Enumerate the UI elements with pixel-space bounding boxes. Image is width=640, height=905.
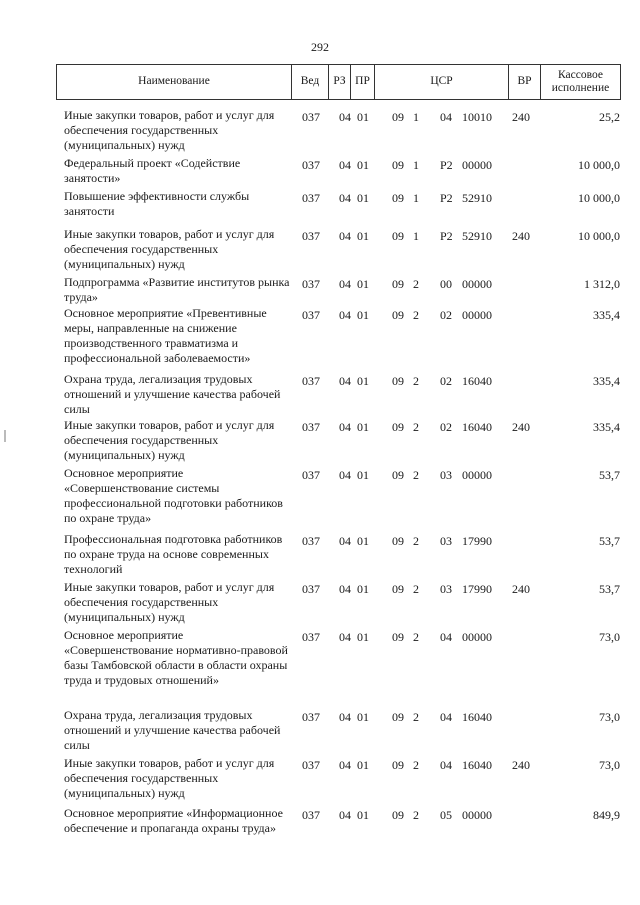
row-csr-subprogram: 2 — [413, 630, 419, 644]
row-csr-subprogram: 1 — [413, 191, 419, 205]
row-csr-direction: 00000 — [462, 808, 492, 822]
table-row — [0, 806, 640, 835]
row-rz: 04 — [339, 420, 351, 434]
column-header-pr: ПР — [351, 65, 375, 100]
table-row — [0, 108, 640, 152]
row-pr: 01 — [357, 277, 369, 291]
row-pr: 01 — [357, 710, 369, 724]
row-amount: 335,4 — [593, 420, 620, 434]
row-pr: 01 — [357, 630, 369, 644]
row-amount: 10 000,0 — [578, 158, 620, 172]
row-name: Основное мероприятие «Информационное обеспечение и пропаганда охраны труда» — [64, 806, 283, 835]
row-rz: 04 — [339, 374, 351, 388]
row-amount: 73,0 — [599, 758, 620, 772]
row-pr: 01 — [357, 420, 369, 434]
row-csr-direction: 00000 — [462, 158, 492, 172]
row-csr-subprogram: 1 — [413, 229, 419, 243]
row-rz: 04 — [339, 582, 351, 596]
row-pr: 01 — [357, 534, 369, 548]
row-name: Иные закупки товаров, работ и услуг для обеспечения государственных (муниципальных) нужд — [64, 580, 275, 624]
row-name: Основное мероприятие «Совершенствование системы профессиональной подготовки работников по охране труда» — [64, 466, 283, 525]
row-csr-event: 03 — [440, 582, 452, 596]
row-ved: 037 — [302, 110, 320, 124]
column-header-rz: РЗ — [329, 65, 351, 100]
row-csr-direction: 52910 — [462, 191, 492, 205]
table-row — [0, 306, 640, 365]
row-csr-event: 02 — [440, 308, 452, 322]
row-vr: 240 — [512, 582, 530, 596]
column-header-vr: ВР — [509, 65, 541, 100]
row-pr: 01 — [357, 191, 369, 205]
row-vr: 240 — [512, 110, 530, 124]
row-amount: 335,4 — [593, 308, 620, 322]
row-csr-subprogram: 2 — [413, 277, 419, 291]
row-csr-event: 04 — [440, 630, 452, 644]
row-pr: 01 — [357, 308, 369, 322]
row-amount: 53,7 — [599, 468, 620, 482]
row-csr-program: 09 — [392, 110, 404, 124]
row-csr-subprogram: 2 — [413, 308, 419, 322]
row-vr: 240 — [512, 758, 530, 772]
row-pr: 01 — [357, 158, 369, 172]
row-csr-event: P2 — [440, 191, 453, 205]
row-pr: 01 — [357, 582, 369, 596]
row-ved: 037 — [302, 158, 320, 172]
table-row — [0, 466, 640, 525]
row-csr-program: 09 — [392, 229, 404, 243]
row-amount: 10 000,0 — [578, 191, 620, 205]
row-csr-direction: 16040 — [462, 710, 492, 724]
row-csr-program: 09 — [392, 808, 404, 822]
column-header-amount: Кассовое исполнение — [541, 65, 621, 100]
row-csr-direction: 52910 — [462, 229, 492, 243]
row-csr-subprogram: 2 — [413, 468, 419, 482]
row-pr: 01 — [357, 229, 369, 243]
row-csr-program: 09 — [392, 710, 404, 724]
row-csr-event: P2 — [440, 158, 453, 172]
row-csr-event: 04 — [440, 110, 452, 124]
row-csr-event: 05 — [440, 808, 452, 822]
scan-margin-mark — [4, 430, 6, 442]
row-name: Охрана труда, легализация трудовых отношений и улучшение качества рабочей силы — [64, 708, 281, 752]
row-csr-direction: 00000 — [462, 630, 492, 644]
row-csr-event: P2 — [440, 229, 453, 243]
row-ved: 037 — [302, 229, 320, 243]
row-name: Охрана труда, легализация трудовых отношений и улучшение качества рабочей силы — [64, 372, 281, 416]
row-csr-direction: 16040 — [462, 420, 492, 434]
column-header-name: Наименование — [57, 65, 292, 100]
row-rz: 04 — [339, 308, 351, 322]
row-rz: 04 — [339, 191, 351, 205]
row-ved: 037 — [302, 308, 320, 322]
table-row — [0, 580, 640, 624]
row-csr-subprogram: 1 — [413, 158, 419, 172]
row-csr-event: 03 — [440, 534, 452, 548]
row-pr: 01 — [357, 808, 369, 822]
row-ved: 037 — [302, 534, 320, 548]
row-rz: 04 — [339, 468, 351, 482]
column-header-ved: Вед — [292, 65, 329, 100]
table-row — [0, 156, 640, 185]
row-rz: 04 — [339, 710, 351, 724]
row-name: Федеральный проект «Содействие занятости» — [64, 156, 241, 185]
row-name: Профессиональная подготовка работников по охране труда на основе современных технологий — [64, 532, 283, 576]
row-pr: 01 — [357, 374, 369, 388]
table-row — [0, 628, 640, 687]
row-amount: 1 312,0 — [584, 277, 620, 291]
row-rz: 04 — [339, 630, 351, 644]
row-ved: 037 — [302, 277, 320, 291]
row-csr-subprogram: 1 — [413, 110, 419, 124]
row-name: Основное мероприятие «Совершенствование нормативно-правовой базы Тамбовской области в области охраны труда и трудовых отношений» — [64, 628, 288, 687]
row-ved: 037 — [302, 710, 320, 724]
row-csr-subprogram: 2 — [413, 420, 419, 434]
row-csr-program: 09 — [392, 374, 404, 388]
row-amount: 25,2 — [599, 110, 620, 124]
row-csr-event: 03 — [440, 468, 452, 482]
row-csr-event: 02 — [440, 420, 452, 434]
row-csr-event: 00 — [440, 277, 452, 291]
row-csr-subprogram: 2 — [413, 808, 419, 822]
row-csr-subprogram: 2 — [413, 758, 419, 772]
row-csr-program: 09 — [392, 277, 404, 291]
row-vr: 240 — [512, 420, 530, 434]
row-rz: 04 — [339, 534, 351, 548]
table-header — [56, 64, 621, 100]
row-amount: 73,0 — [599, 710, 620, 724]
row-csr-program: 09 — [392, 630, 404, 644]
row-csr-program: 09 — [392, 420, 404, 434]
row-csr-subprogram: 2 — [413, 374, 419, 388]
row-ved: 037 — [302, 468, 320, 482]
row-csr-program: 09 — [392, 308, 404, 322]
row-csr-event: 04 — [440, 710, 452, 724]
table-row — [0, 189, 640, 218]
table-row — [0, 532, 640, 576]
row-csr-subprogram: 2 — [413, 582, 419, 596]
row-ved: 037 — [302, 630, 320, 644]
row-vr: 240 — [512, 229, 530, 243]
row-name: Повышение эффективности службы занятости — [64, 189, 250, 218]
row-rz: 04 — [339, 808, 351, 822]
row-ved: 037 — [302, 808, 320, 822]
row-name: Иные закупки товаров, работ и услуг для обеспечения государственных (муниципальных) нужд — [64, 227, 275, 271]
row-csr-direction: 17990 — [462, 582, 492, 596]
row-csr-program: 09 — [392, 468, 404, 482]
row-amount: 849,9 — [593, 808, 620, 822]
page-number: 292 — [311, 40, 329, 54]
row-csr-event: 04 — [440, 758, 452, 772]
row-amount: 53,7 — [599, 534, 620, 548]
row-rz: 04 — [339, 758, 351, 772]
row-csr-direction: 17990 — [462, 534, 492, 548]
table-row — [0, 275, 640, 304]
row-ved: 037 — [302, 582, 320, 596]
row-name: Подпрограмма «Развитие институтов рынка труда» — [64, 275, 290, 304]
table-row — [0, 372, 640, 416]
row-name: Основное мероприятие «Превентивные меры, направленные на снижение производственного травматизма и профессиональной заболеваемости» — [64, 306, 267, 365]
row-rz: 04 — [339, 158, 351, 172]
table-row — [0, 756, 640, 800]
row-pr: 01 — [357, 468, 369, 482]
column-header-csr: ЦСР — [375, 65, 509, 100]
row-csr-direction: 10010 — [462, 110, 492, 124]
table-row — [0, 418, 640, 462]
row-csr-program: 09 — [392, 158, 404, 172]
row-csr-direction: 00000 — [462, 308, 492, 322]
table-row — [0, 227, 640, 271]
row-rz: 04 — [339, 229, 351, 243]
row-ved: 037 — [302, 758, 320, 772]
row-pr: 01 — [357, 758, 369, 772]
row-csr-subprogram: 2 — [413, 710, 419, 724]
row-name: Иные закупки товаров, работ и услуг для обеспечения государственных (муниципальных) нужд — [64, 756, 275, 800]
row-amount: 10 000,0 — [578, 229, 620, 243]
row-csr-direction: 16040 — [462, 758, 492, 772]
row-csr-direction: 00000 — [462, 468, 492, 482]
row-name: Иные закупки товаров, работ и услуг для обеспечения государственных (муниципальных) нужд — [64, 108, 275, 152]
row-ved: 037 — [302, 191, 320, 205]
row-csr-program: 09 — [392, 191, 404, 205]
row-csr-program: 09 — [392, 582, 404, 596]
row-rz: 04 — [339, 277, 351, 291]
row-amount: 335,4 — [593, 374, 620, 388]
row-ved: 037 — [302, 420, 320, 434]
row-csr-direction: 16040 — [462, 374, 492, 388]
row-csr-direction: 00000 — [462, 277, 492, 291]
row-csr-subprogram: 2 — [413, 534, 419, 548]
row-rz: 04 — [339, 110, 351, 124]
table-row — [0, 708, 640, 752]
row-name: Иные закупки товаров, работ и услуг для обеспечения государственных (муниципальных) нужд — [64, 418, 275, 462]
row-csr-program: 09 — [392, 534, 404, 548]
row-amount: 53,7 — [599, 582, 620, 596]
row-pr: 01 — [357, 110, 369, 124]
row-csr-program: 09 — [392, 758, 404, 772]
row-ved: 037 — [302, 374, 320, 388]
row-csr-event: 02 — [440, 374, 452, 388]
row-amount: 73,0 — [599, 630, 620, 644]
